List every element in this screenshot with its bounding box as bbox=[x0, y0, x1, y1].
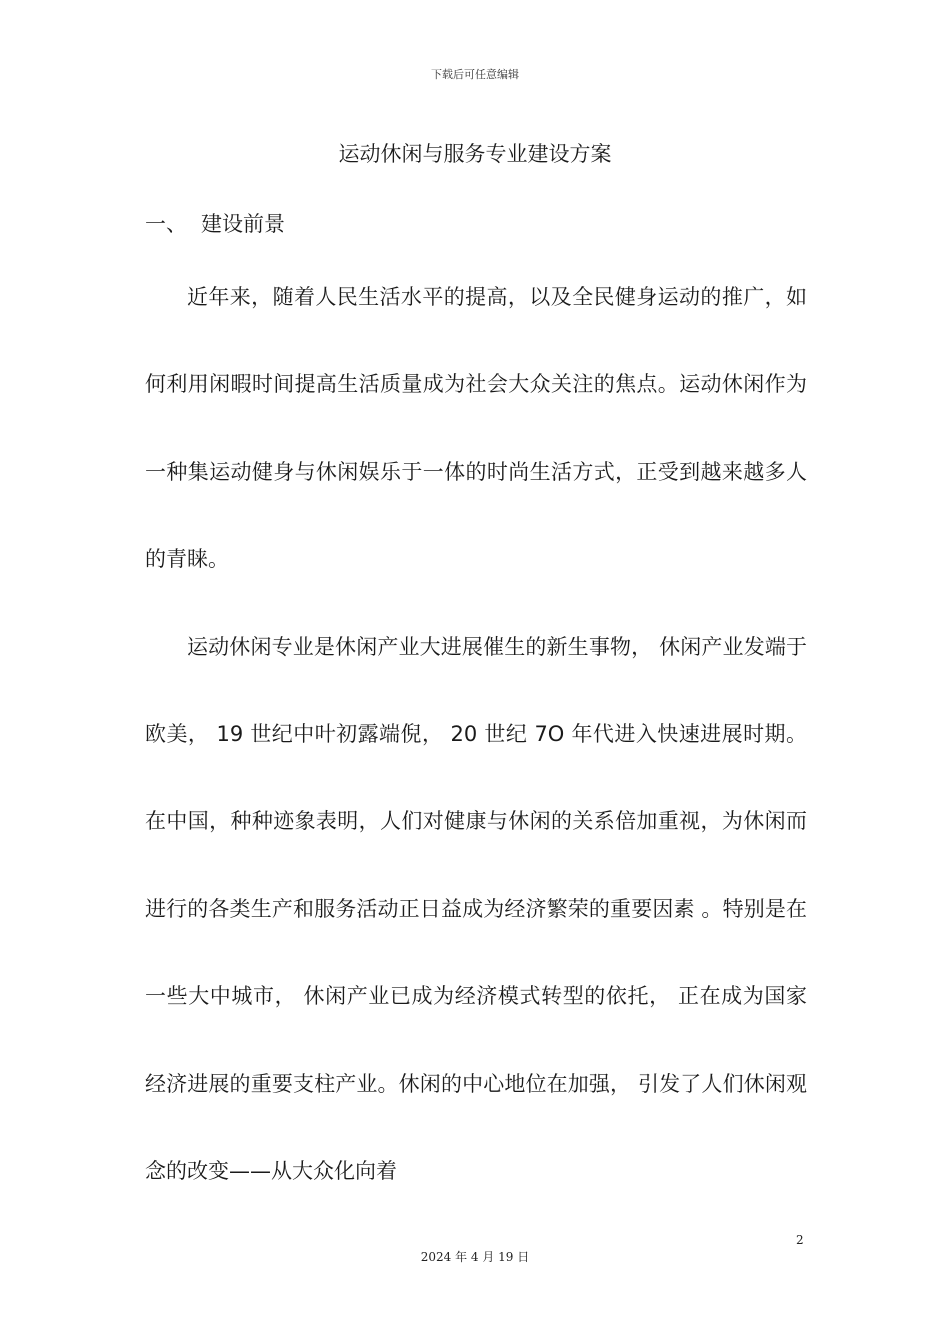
section-number: 一、 bbox=[145, 212, 187, 236]
paragraph-1: 近年来，随着人民生活水平的提高，以及全民健身运动的推广，如何利用闲暇时间提高生活质量成为社会大众关注的焦点。运动休闲作为一种集运动健身与休闲娱乐于一体的时尚生活方式，正受到越来越多人的青睐。 bbox=[145, 285, 807, 572]
footer-date: 2024 年 4 月 19 日 bbox=[420, 1250, 530, 1264]
document-title: 运动休闲与服务专业建设方案 bbox=[338, 142, 612, 166]
body-text bbox=[145, 254, 807, 1215]
header-note: 下载后可任意编辑 bbox=[431, 68, 519, 81]
page-number: 2 bbox=[796, 1233, 804, 1247]
section-heading-text: 建设前景 bbox=[201, 212, 285, 236]
paragraph-2: 运动休闲专业是休闲产业大进展催生的新生事物， 休闲产业发端于欧美， 19 世纪中叶初露端倪， 20 世纪 7O 年代进入快速进展时期。在中国，种种迹象表明，人们对健康与休闲的关系倍加重视，为休闲而进行的各类生产和服务活动正日益成为经济繁荣的重要因素 。特别是在一些大中城市， 休闲产业已成为经济模式转型的依托， 正在成为国家经济进展的重要支柱产业。休闲的中心地位在加强， 引发了人们休闲观念的改变——从大众化向着 bbox=[145, 634, 807, 1184]
section-heading bbox=[145, 208, 285, 238]
